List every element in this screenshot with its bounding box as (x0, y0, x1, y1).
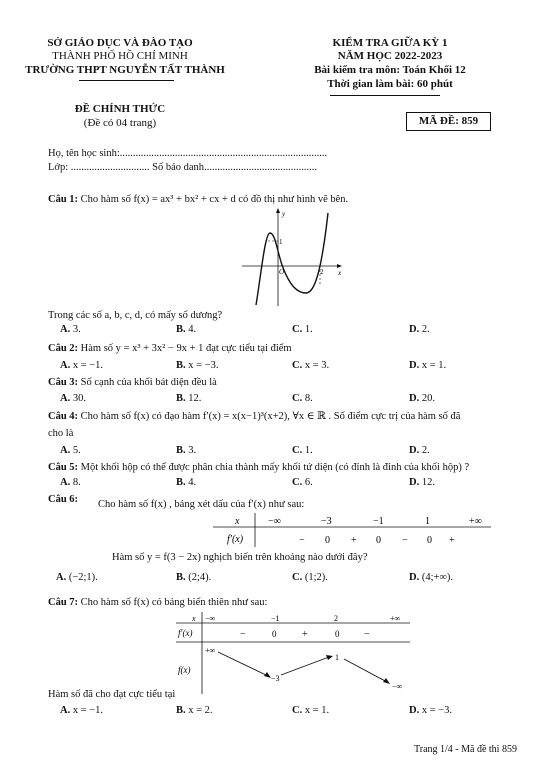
var-s-3: 0 (335, 629, 340, 639)
sign-s-3: 0 (376, 535, 381, 546)
q4-option-d[interactable]: D. 2. (409, 445, 430, 456)
q5-option-b[interactable]: B. 4. (176, 477, 197, 488)
sign-x-4: +∞ (469, 516, 482, 527)
question-1-prompt: Trong các số a, b, c, d, có mấy số dương? (48, 310, 223, 321)
q7-option-d[interactable]: D. x = −3. (409, 705, 453, 716)
page-footer: Trang 1/4 - Mã đề thi 859 (414, 744, 517, 755)
pages-note: (Đề có 04 trang) (83, 117, 157, 129)
q2-option-d[interactable]: D. x = 1. (409, 360, 447, 371)
graph-tick-1: 1 (279, 238, 283, 246)
q2-option-a[interactable]: A. x = −1. (60, 360, 104, 371)
sign-table-fp-label: f′(x) (227, 534, 244, 545)
sign-table (213, 513, 493, 549)
var-x-3: +∞ (390, 614, 401, 623)
q2-option-b[interactable]: B. x = −3. (176, 360, 219, 371)
q7-option-b[interactable]: B. x = 2. (176, 705, 213, 716)
dept-name: SỞ GIÁO DỤC VÀ ĐÀO TẠO (47, 37, 193, 49)
student-class-line[interactable]: Lớp: .............................. Số báo danh........................................... (48, 162, 317, 173)
sign-x-0: −∞ (268, 516, 281, 527)
q3-option-d[interactable]: D. 20. (409, 393, 435, 404)
var-s-2: + (302, 629, 308, 640)
var-table-fp-label: f′(x) (178, 628, 193, 638)
school-underline (79, 80, 174, 81)
var-v-0: +∞ (205, 646, 216, 655)
var-s-0: − (240, 629, 246, 640)
sign-s-1: 0 (325, 535, 330, 546)
q3-option-b[interactable]: B. 12. (176, 393, 202, 404)
question-5: Câu 5: Một khối hộp có thể được phân chia thành mấy khối tứ diện (có đỉnh là đỉnh của khối hộp) ? (48, 462, 470, 473)
duration: Thời gian làm bài: 60 phút (327, 78, 453, 90)
q4-option-c[interactable]: C. 1. (292, 445, 313, 456)
var-x-0: −∞ (205, 614, 216, 623)
graph-tick-2: 2 (320, 268, 324, 276)
q6-option-c[interactable]: C. (1;2). (292, 572, 328, 583)
q6-option-a[interactable]: A. (−2;1). (56, 572, 98, 583)
q3-option-c[interactable]: C. 8. (292, 393, 313, 404)
q1-option-c[interactable]: C. 1. (292, 324, 313, 335)
q5-option-d[interactable]: D. 12. (409, 477, 435, 488)
sign-s-4: − (402, 535, 408, 546)
exam-code-box: MÃ ĐỀ: 859 (406, 112, 491, 131)
var-v-3: −∞ (392, 682, 403, 691)
question-3: Câu 3: Số cạnh của khối bát diện đều là (48, 377, 217, 388)
var-s-1: 0 (272, 629, 277, 639)
school-name: TRƯỜNG THPT NGUYỄN TẤT THÀNH (25, 64, 225, 76)
graph-x-label: x (338, 269, 342, 277)
sign-s-5: 0 (427, 535, 432, 546)
q1-option-d[interactable]: D. 2. (409, 324, 430, 335)
var-s-4: − (364, 629, 370, 640)
city-name: THÀNH PHỐ HỒ CHÍ MINH (52, 50, 188, 62)
q2-option-c[interactable]: C. x = 3. (292, 360, 330, 371)
variation-table (176, 612, 412, 694)
graph-curve (256, 213, 328, 305)
var-v-1: −3 (271, 674, 280, 683)
question-4: Câu 4: Cho hàm số f(x) có đạo hàm f′(x) = x(x−1)³(x+2), ∀x ∈ ℝ . Số điểm cực trị của hàm số đã (48, 411, 461, 422)
q6-option-b[interactable]: B. (2;4). (176, 572, 212, 583)
var-arrow-up (281, 657, 329, 675)
sign-s-6: + (449, 535, 455, 546)
var-x-1: −1 (271, 614, 280, 623)
question-6-prompt: Hàm số y = f(3 − 2x) nghịch biến trên khoảng nào dưới đây? (112, 552, 368, 563)
title-underline (330, 95, 440, 96)
q1-option-b[interactable]: B. 4. (176, 324, 197, 335)
q6-option-d[interactable]: D. (4;+∞). (409, 572, 454, 583)
question-6: Cho hàm số f(x) , bảng xét dấu của f′(x) như sau: (98, 499, 305, 510)
question-2: Câu 2: Hàm số y = x³ + 3x² − 9x + 1 đạt cực tiểu tại điểm (48, 343, 292, 354)
var-table-x-label: x (192, 614, 196, 623)
sign-s-0: − (299, 535, 305, 546)
sign-x-3: 1 (425, 516, 430, 527)
question-1: Câu 1: Cho hàm số f(x) = ax³ + bx² + cx + d có đồ thị như hình vẽ bên. (48, 194, 349, 205)
sign-x-1: −3 (321, 516, 332, 527)
official-label: ĐỀ CHÍNH THỨC (74, 103, 166, 115)
q3-option-a[interactable]: A. 30. (60, 393, 86, 404)
var-arrow-down-1 (218, 652, 268, 676)
q4-option-b[interactable]: B. 3. (176, 445, 197, 456)
q5-option-a[interactable]: A. 8. (60, 477, 81, 488)
exam-title: KIỂM TRA GIỮA KỲ 1 (332, 37, 448, 49)
var-table-f-label: f(x) (178, 665, 191, 675)
sign-s-2: + (351, 535, 357, 546)
subject: Bài kiểm tra môn: Toán Khối 12 (314, 64, 466, 76)
question-7-prompt: Hàm số đã cho đạt cực tiểu tại (48, 689, 176, 700)
student-name-line[interactable]: Họ, tên học sinh:............................................................................... (48, 148, 328, 159)
graph-y-label: y (282, 210, 286, 218)
var-arrow-down-2 (344, 659, 387, 682)
graph-origin: O (279, 268, 285, 276)
sign-table-x-label: x (235, 516, 240, 527)
question-4-cont: cho là (48, 428, 74, 439)
var-v-2: 1 (335, 653, 339, 662)
sign-x-2: −1 (373, 516, 384, 527)
q4-option-a[interactable]: A. 5. (60, 445, 81, 456)
q7-option-c[interactable]: C. x = 1. (292, 705, 330, 716)
school-year: NĂM HỌC 2022-2023 (337, 50, 443, 62)
question-7: Câu 7: Cho hàm số f(x) có bảng biến thiên như sau: (48, 597, 268, 608)
var-x-2: 2 (334, 614, 338, 623)
q1-option-a[interactable]: A. 3. (60, 324, 81, 335)
q5-option-c[interactable]: C. 6. (292, 477, 313, 488)
question-1-graph (238, 205, 348, 310)
question-6-label: Câu 6: (48, 494, 79, 505)
q7-option-a[interactable]: A. x = −1. (60, 705, 104, 716)
